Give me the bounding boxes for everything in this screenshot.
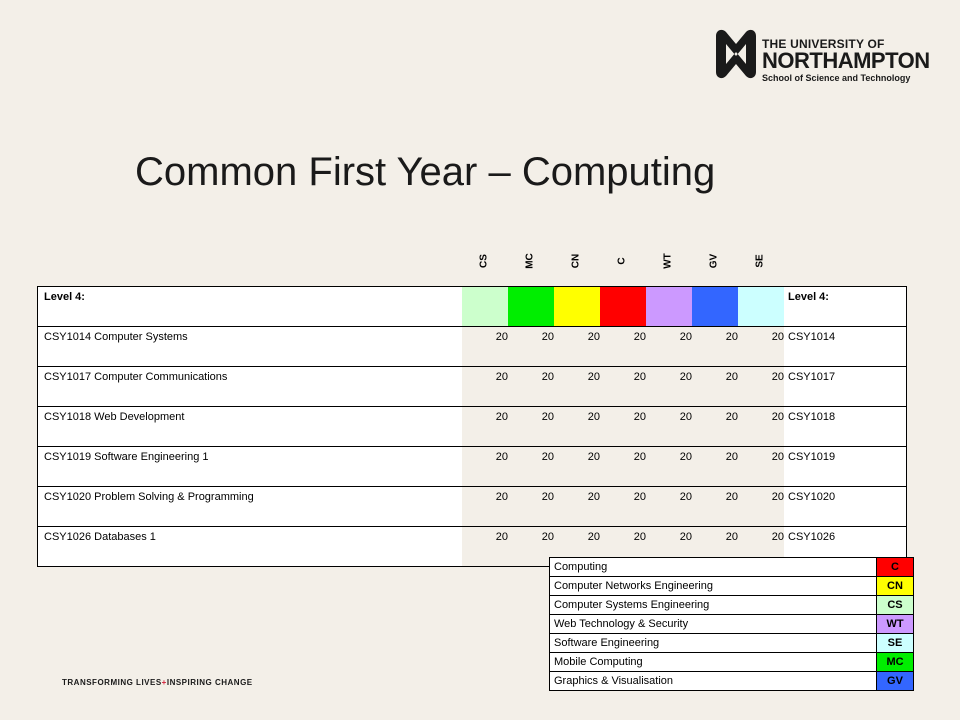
legend-name: Web Technology & Security (550, 615, 877, 634)
credit-cell: 20 (646, 447, 692, 487)
column-header-3 (599, 236, 645, 286)
credit-cell: 20 (692, 487, 738, 527)
tagline-part-2: INSPIRING CHANGE (166, 678, 253, 687)
color-cell (554, 287, 600, 327)
credit-cell: 20 (692, 527, 738, 567)
credit-cell: 20 (600, 327, 646, 367)
credit-cell: 20 (600, 487, 646, 527)
column-header-label: GV (708, 253, 720, 269)
legend-abbr: GV (877, 672, 914, 691)
module-name: CSY1019 Software Engineering 1 (38, 447, 463, 487)
legend-name: Graphics & Visualisation (550, 672, 877, 691)
credit-cell: 20 (738, 487, 784, 527)
color-cell (508, 287, 554, 327)
table-row (38, 327, 907, 367)
credit-cell: 20 (646, 367, 692, 407)
tagline-part-1: TRANSFORMING LIVES (62, 678, 162, 687)
credit-cell: 20 (462, 407, 508, 447)
credit-cell: 20 (600, 407, 646, 447)
level-label-right: Level 4: (784, 287, 907, 327)
legend-row (550, 596, 914, 615)
module-name: CSY1020 Problem Solving & Programming (38, 487, 463, 527)
credit-cell: 20 (692, 447, 738, 487)
column-header-label: SE (754, 254, 766, 268)
credit-cell: 20 (738, 447, 784, 487)
legend-row (550, 577, 914, 596)
credit-cell: 20 (462, 447, 508, 487)
module-code: CSY1026 (784, 527, 907, 567)
university-logo-mark-icon (712, 26, 760, 82)
logo-line-3: School of Science and Technology (762, 73, 911, 83)
credit-cell: 20 (692, 367, 738, 407)
logo-line-1: THE UNIVERSITY OF (762, 37, 885, 51)
module-name: CSY1014 Computer Systems (38, 327, 463, 367)
credit-cell: 20 (646, 407, 692, 447)
credit-cell: 20 (600, 527, 646, 567)
column-header-5 (691, 236, 737, 286)
legend-abbr: C (877, 558, 914, 577)
table-row (38, 367, 907, 407)
legend-abbr: CN (877, 577, 914, 596)
credit-cell: 20 (738, 327, 784, 367)
tagline-plus: + (161, 678, 167, 687)
credit-cell: 20 (554, 487, 600, 527)
credit-cell: 20 (646, 487, 692, 527)
legend-row (550, 672, 914, 691)
column-header-label: MC (524, 253, 536, 269)
module-name: CSY1018 Web Development (38, 407, 463, 447)
legend-row (550, 634, 914, 653)
column-header-label: WT (662, 253, 674, 269)
credit-cell: 20 (462, 367, 508, 407)
university-logo (710, 26, 930, 86)
credit-cell: 20 (508, 447, 554, 487)
credit-cell: 20 (692, 407, 738, 447)
credit-cell: 20 (692, 327, 738, 367)
module-name: CSY1017 Computer Communications (38, 367, 463, 407)
color-cell (462, 287, 508, 327)
column-header-label: CN (570, 253, 582, 269)
module-name: CSY1026 Databases 1 (38, 527, 463, 567)
module-table (37, 286, 907, 567)
table-row-level (38, 287, 907, 327)
column-header-0 (461, 236, 507, 286)
tagline (62, 678, 253, 687)
table-row (38, 487, 907, 527)
credit-cell: 20 (508, 487, 554, 527)
color-cell (600, 287, 646, 327)
table-row (38, 447, 907, 487)
credit-cell: 20 (600, 367, 646, 407)
credit-cell: 20 (508, 367, 554, 407)
column-header-label: CS (478, 254, 490, 268)
credit-cell: 20 (508, 527, 554, 567)
module-code: CSY1014 (784, 327, 907, 367)
legend-row (550, 558, 914, 577)
credit-cell: 20 (462, 527, 508, 567)
module-code: CSY1019 (784, 447, 907, 487)
credit-cell: 20 (508, 407, 554, 447)
page-title: Common First Year – Computing (135, 150, 716, 194)
credit-cell: 20 (554, 527, 600, 567)
module-code: CSY1018 (784, 407, 907, 447)
credit-cell: 20 (738, 527, 784, 567)
table-row (38, 407, 907, 447)
credit-cell: 20 (554, 367, 600, 407)
credit-cell: 20 (646, 327, 692, 367)
credit-cell: 20 (554, 327, 600, 367)
credit-cell: 20 (738, 407, 784, 447)
logo-line-2: NORTHAMPTON (762, 48, 930, 73)
legend-name: Computer Systems Engineering (550, 596, 877, 615)
column-header-label: C (616, 257, 628, 265)
legend-name: Computer Networks Engineering (550, 577, 877, 596)
legend-name: Software Engineering (550, 634, 877, 653)
credit-cell: 20 (738, 367, 784, 407)
legend-abbr: CS (877, 596, 914, 615)
color-cell (692, 287, 738, 327)
legend-row (550, 653, 914, 672)
column-header-6 (737, 236, 783, 286)
color-cell (646, 287, 692, 327)
legend-abbr: MC (877, 653, 914, 672)
level-label: Level 4: (38, 287, 463, 327)
legend-name: Computing (550, 558, 877, 577)
credit-cell: 20 (554, 407, 600, 447)
credit-cell: 20 (462, 487, 508, 527)
column-header-1 (507, 236, 553, 286)
column-header-4 (645, 236, 691, 286)
module-code: CSY1017 (784, 367, 907, 407)
credit-cell: 20 (462, 327, 508, 367)
credit-cell: 20 (554, 447, 600, 487)
credit-cell: 20 (646, 527, 692, 567)
legend-abbr: SE (877, 634, 914, 653)
module-code: CSY1020 (784, 487, 907, 527)
legend-table (549, 557, 914, 691)
credit-cell: 20 (508, 327, 554, 367)
column-header-2 (553, 236, 599, 286)
legend-row (550, 615, 914, 634)
legend-name: Mobile Computing (550, 653, 877, 672)
credit-cell: 20 (600, 447, 646, 487)
color-cell (738, 287, 784, 327)
legend-abbr: WT (877, 615, 914, 634)
